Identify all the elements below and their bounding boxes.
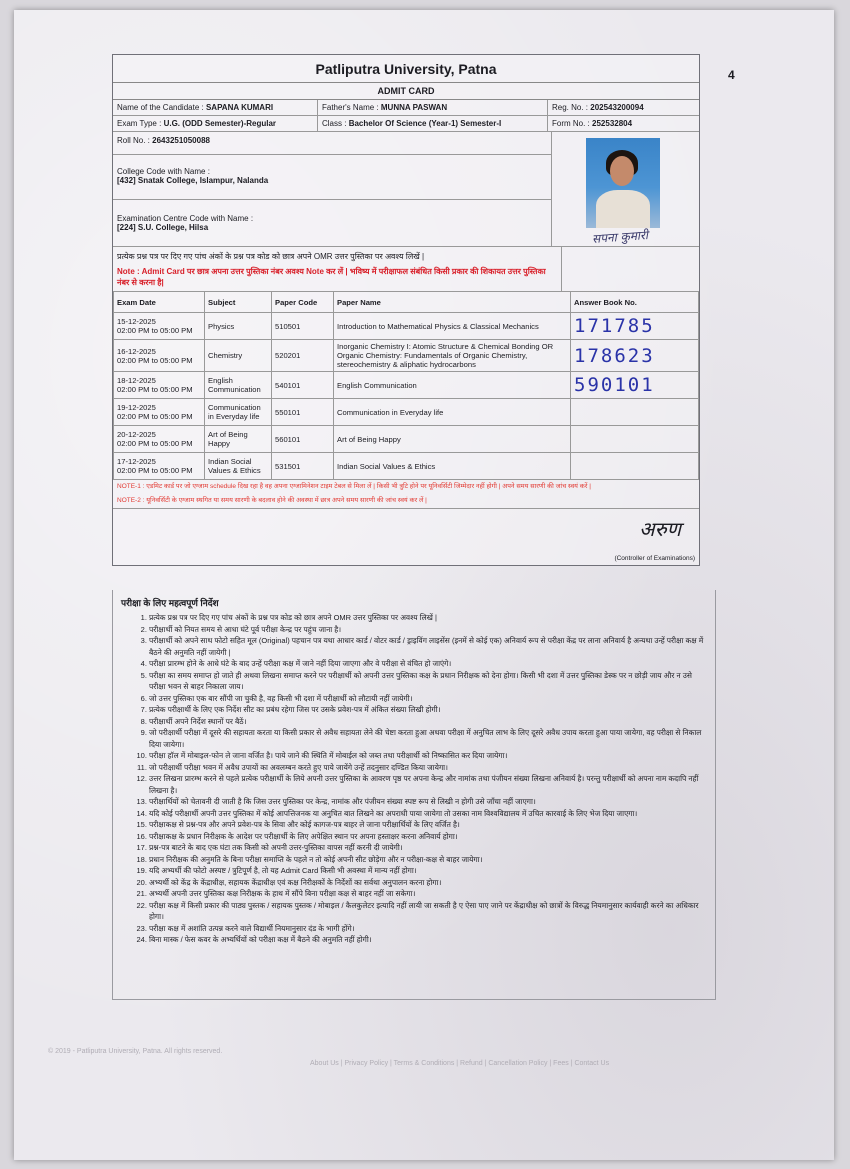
paper-name: Inorganic Chemistry I: Atomic Structure & Chemical Bonding OR Organic Chemistry: Fundamentals of Organic Chemistry, stereochemistry & aliphatic hydrocarbons [334,340,571,372]
exam-type-cell: Exam Type : U.G. (ODD Semester)-Regular [113,116,318,131]
form-no: 252532804 [592,119,633,128]
roll-no-cell: Roll No. : 2643251050088 [113,132,551,155]
table-row [114,313,699,340]
answer-book-no: 171785 [571,313,699,340]
reg-no-cell: Reg. No. : 202543200094 [552,103,644,112]
class-cell: Class : Bachelor Of Science (Year-1) Semester-I [318,116,548,131]
exam-date: 15-12-2025 02:00 PM to 05:00 PM [114,313,205,340]
paper-code: 550101 [272,399,334,426]
guideline-item: 23. परीक्षा कक्ष में अशांति उत्पन्न करने वाले विद्यार्थी नियमानुसार दंड के भागी होंगे। [149,923,707,935]
candidate-details [113,132,699,246]
class-name: Bachelor Of Science (Year-1) Semester-I [348,119,502,128]
guideline-item: 19. यदि अभ्यर्थी की फोटो अस्पष्ट / त्रुटिपूर्ण है, तो यह Admit Card किसी भी अवस्था में मान्य नहीं होगा। [149,865,707,877]
answer-book-no: 178623 [571,340,699,372]
guideline-item: 17. प्रश्न-पत्र बाटने के बाद एक घंटा तक किसी को अपनी उत्तर-पुस्तिका वापस नहीं करनी दी जायेगी। [149,842,707,854]
guideline-item: 8. परीक्षार्थी अपने निर्देश स्थानों पर बैठें। [149,716,707,728]
exam-date: 16-12-2025 02:00 PM to 05:00 PM [114,340,205,372]
guideline-item: 22. परीक्षा कक्ष में किसी प्रकार की पाठ्य पुस्तक / सहायक पुस्तक / मोबाइल / कैलकुलेटर इत्यादि नहीं लायी जा सकती है ए ऐसा पाए जाने पर केंद्राधीक्ष को छात्रों के विरुद्ध नियमानुसार कार्यवाही करने का अधिकार होगा। [149,900,707,923]
exam-date: 18-12-2025 02:00 PM to 05:00 PM [114,372,205,399]
guideline-item: 11. जो परीक्षार्थी परीक्षा भवन में अवैध उपायों का अवलम्बन करते हुए पाये जायेंगे उन्हें तदनुसार दण्डित किया जायेगा। [149,762,707,774]
guideline-item: 7. प्रत्येक परीक्षार्थी के लिए एक निर्देश सीट का प्रबंध रहेगा जिस पर उसके प्रवेश-पत्र में अंकित संख्या लिखी होगी। [149,704,707,716]
form-no-cell: Form No. : 252532804 [552,119,633,128]
guideline-item: 20. अभ्यर्थी को केंद्र के केंद्राधीक्ष, सहायक केंद्राधीक्ष एवं कक्ष निरीक्षकों के निर्देशों का सर्वथा अनुपालन करना होगा। [149,877,707,889]
exam-centre: [224] S.U. College, Hilsa [117,223,209,232]
subject: Physics [205,313,272,340]
exam-date: 20-12-2025 02:00 PM to 05:00 PM [114,426,205,453]
paper-name: Art of Being Happy [334,426,571,453]
guideline-item: 9. जो परीक्षार्थी परीक्षा में दूसरे की सहायता करता या किसी प्रकार से अवैध सहायता लेने की चेष्टा करता हुआ अथवा परीक्षा में अनुचित लाभ के लिए दूसरे अवैध उपाय करता हुआ पाया जायेगा, वह परीक्षा से निकाल दिया जायेगा। [149,727,707,750]
header-exam-date: Exam Date [114,292,205,313]
answer-book-no [571,453,699,480]
exam-schedule-table [113,291,699,480]
paper-name: Introduction to Mathematical Physics & Classical Mechanics [334,313,571,340]
guideline-item: 12. उत्तर लिखना प्रारम्भ करने से पहले प्रत्येक परीक्षार्थी के लिये अपनी उत्तर पुस्तिका के आवरण पृष्ठ पर अपना केन्द्र और नामांक तथा पंजीयन संख्या लिखना अनिवार्य है। परन्तु परीक्षार्थी को अपना नाम कदापि नहीं लिखना है। [149,773,707,796]
paper-name: English Communication [334,372,571,399]
answer-book-no [571,399,699,426]
father-name-cell: Father's Name : MUNNA PASWAN [318,100,548,115]
guideline-item: 3. परीक्षार्थी को अपने साथ फोटो सहित मूल (Original) पहचान पत्र यथा आधार कार्ड / वोटर कार्ड / ड्राइविंग लाइसेंस (इनमें से कोई एक) अनिवार्य रूप से परीक्षा केंद्र पर लाना अनिवार्य है अन्यथा उन्हें परीक्षा कक्ष में बैठने की अनुमति नहीं जायेगी | [149,635,707,658]
note-2: NOTE-2 : यूनिवर्सिटी के एग्जाम स्थगित या समय सारणी के बदलाव होने की अवस्था में छात्र अपने समय सारणी की जांच स्वयं कर लें | [117,497,427,504]
guidelines-title: परीक्षा के लिए महत्वपूर्ण निर्देश [121,598,219,608]
paper-name: Communication in Everyday life [334,399,571,426]
paper-code: 510501 [272,313,334,340]
header-answer-book: Answer Book No. [571,292,699,313]
paper-name: Indian Social Values & Ethics [334,453,571,480]
footer-links: About Us | Privacy Policy | Terms & Conditions | Refund | Cancellation Policy | Fees | Contact Us [310,1060,610,1067]
college-cell: College Code with Name : [432] Snatak College, Islampur, Nalanda [113,155,551,200]
table-row [114,372,699,399]
exam-centre-cell: Examination Centre Code with Name : [224] S.U. College, Hilsa [117,214,254,232]
table-row [114,340,699,372]
guideline-item: 21. अभ्यर्थी अपनी उत्तर पुस्तिका कक्ष निरीक्षक के हाथ में सौंपे बिना परीक्षा कक्ष से बाहर नहीं जा सकेगा। [149,888,707,900]
answer-book-no [571,426,699,453]
omr-instruction: प्रत्येक प्रश्न पत्र पर दिए गए पांच अंकों के प्रश्न पत्र कोड को छात्र अपने OMR उत्तर पुस्तिका पर अवश्य लिखें | [117,252,425,261]
note-1: NOTE-1 : एडमिट कार्ड पर जो एग्जाम schedule दिख रहा है वह अपना एग्जामिनेशन टाइम टेबल से मिला लें | किसी भी त्रुटि होने पर यूनिवर्सिटी जिम्मेदार नहीं होगी | अपने समय सारणी की जांच स्वयं करें | [117,483,591,490]
admit-card-title: ADMIT CARD [113,83,699,100]
father-name: MUNNA PASWAN [380,103,448,112]
reg-no: 202543200094 [590,103,644,112]
guideline-item: 16. परीक्षाकक्ष के प्रधान निरीक्षक के आदेश पर परीक्षार्थी के लिए अपेक्षित स्थान पर अपना हस्ताक्षर करना अनिवार्य होगा। [149,831,707,843]
roll-no: 2643251050088 [152,136,210,145]
answer-book-no: 590101 [571,372,699,399]
college-name: [432] Snatak College, Islampur, Nalanda [117,176,269,185]
candidate-signature: सपना कुमारी [591,228,649,246]
header-paper-name: Paper Name [334,292,571,313]
paper-code: 531501 [272,453,334,480]
subject: Art of Being Happy [205,426,272,453]
candidate-name: SAPANA KUMARI [205,103,274,112]
subject: Communication in Everyday life [205,399,272,426]
subject: Indian Social Values & Ethics [205,453,272,480]
corner-mark: 4 [728,68,735,82]
guideline-item: 10. परीक्षा हॉल में मोबाइल-फोन ले जाना वर्जित है। पाये जाने की स्थिति में मोबाईल को जब्त तथा परीक्षार्थी को निष्कासित कर दिया जायेगा। [149,750,707,762]
guidelines-list [121,612,707,946]
guideline-item: 4. परीक्षा प्रारम्भ होने के आधे घंटे के बाद उन्हें परीक्षा कक्ष में जाने नहीं दिया जाएगा और वे परीक्षा से वंचित हो जाएंगे। [149,658,707,670]
exam-type: U.G. (ODD Semester)-Regular [163,119,277,128]
guideline-item: 14. यदि कोई परीक्षार्थी अपनी उत्तर पुस्तिका में कोई आपत्तिजनक या अनुचित बात लिखने का अपराधी पाया जायेगा तो उसका नाम विश्वविद्यालय में उचित कारवाई के लिए भेज दिया जाएगा। [149,808,707,820]
guideline-item: 5. परीक्षा का समय समाप्त हो जाते ही अथवा लिखना समाप्त करने पर परीक्षार्थी को अपनी उत्तर पुस्तिका कक्ष के प्रधान निरीक्षक को देना होगा। किसी भी दशा में उत्तर पुस्तिका डेस्क पर न छोड़ी जाय और न उसे परीक्षा भवन से बाहर निकाला जाय। [149,670,707,693]
header-subject: Subject [205,292,272,313]
table-row [114,399,699,426]
candidate-row-1 [113,100,699,116]
candidate-row-2 [113,116,699,132]
admit-card [112,54,700,566]
footer-copyright: © 2019 - Patliputra University, Patna. All rights reserved. [48,1048,223,1055]
guideline-item: 13. परीक्षार्थियों को चेतावनी दी जाती है कि जिस उत्तर पुस्तिका पर केन्द्र, नामांक और पंजीयन संख्या स्पष्ट रूप से लिखी न होगी उसे जाँचा नहीं जाएगा। [149,796,707,808]
table-row [114,426,699,453]
guideline-item: 15. परीक्षाकक्ष से प्रश्न-पत्र और अपने प्रवेश-पत्र के सिवा और कोई कागज-पत्र बाहर ले जाना परीक्षार्थियों के लिए वर्जित है। [149,819,707,831]
exam-guidelines [112,590,716,1000]
subject: Chemistry [205,340,272,372]
university-title: Patliputra University, Patna [113,55,699,83]
header-paper-code: Paper Code [272,292,334,313]
paper-code: 540101 [272,372,334,399]
exam-date: 19-12-2025 02:00 PM to 05:00 PM [114,399,205,426]
guideline-item: 6. जो उत्तर पुस्तिका एक बार सौंपी जा चुकी है, वह किसी भी दशा में परीक्षार्थी को लौटायी नहीं जायेगी। [149,693,707,705]
answer-book-note: Note : Admit Card पर छात्र अपना उत्तर पुस्तिका नंबर अवश्य Note कर लें | भविष्य में परीक्षाफल संबंधित किसी प्रकार की शिकायत उत्तर पुस्तिका नंबर से करना है| [117,267,546,287]
exam-date: 17-12-2025 02:00 PM to 05:00 PM [114,453,205,480]
table-row [114,453,699,480]
guideline-item: 1. प्रत्येक प्रश्न पत्र पर दिए गए पांच अंकों के प्रश्न पत्र कोड को छात्र अपने OMR उत्तर पुस्तिका पर अवश्य लिखें | [149,612,707,624]
controller-label: (Controller of Examinations) [614,555,695,562]
paper-code: 520201 [272,340,334,372]
guideline-item: 24. बिना मास्क / फेस कवर के अभ्यर्थियों को परीक्षा कक्ष में बैठने की अनुमति नहीं होगी। [149,934,707,946]
controller-signature: अरुण [639,517,681,541]
guideline-item: 2. परीक्षार्थी को नियत समय से आधा घंटे पूर्व परीक्षा केन्द्र पर पहुंच जाना है। [149,624,707,636]
candidate-photo [586,138,660,228]
controller-area [113,508,699,565]
guideline-item: 18. प्रधान निरीक्षक की अनुमति के बिना परीक्षा समाप्ति के पहले न तो कोई अपनी सीट छोड़ेगा और न परीक्षा-कक्ष से बाहर जायेगा। [149,854,707,866]
candidate-name-cell: Name of the Candidate : SAPANA KUMARI [113,100,318,115]
subject: English Communication [205,372,272,399]
paper-code: 560101 [272,426,334,453]
